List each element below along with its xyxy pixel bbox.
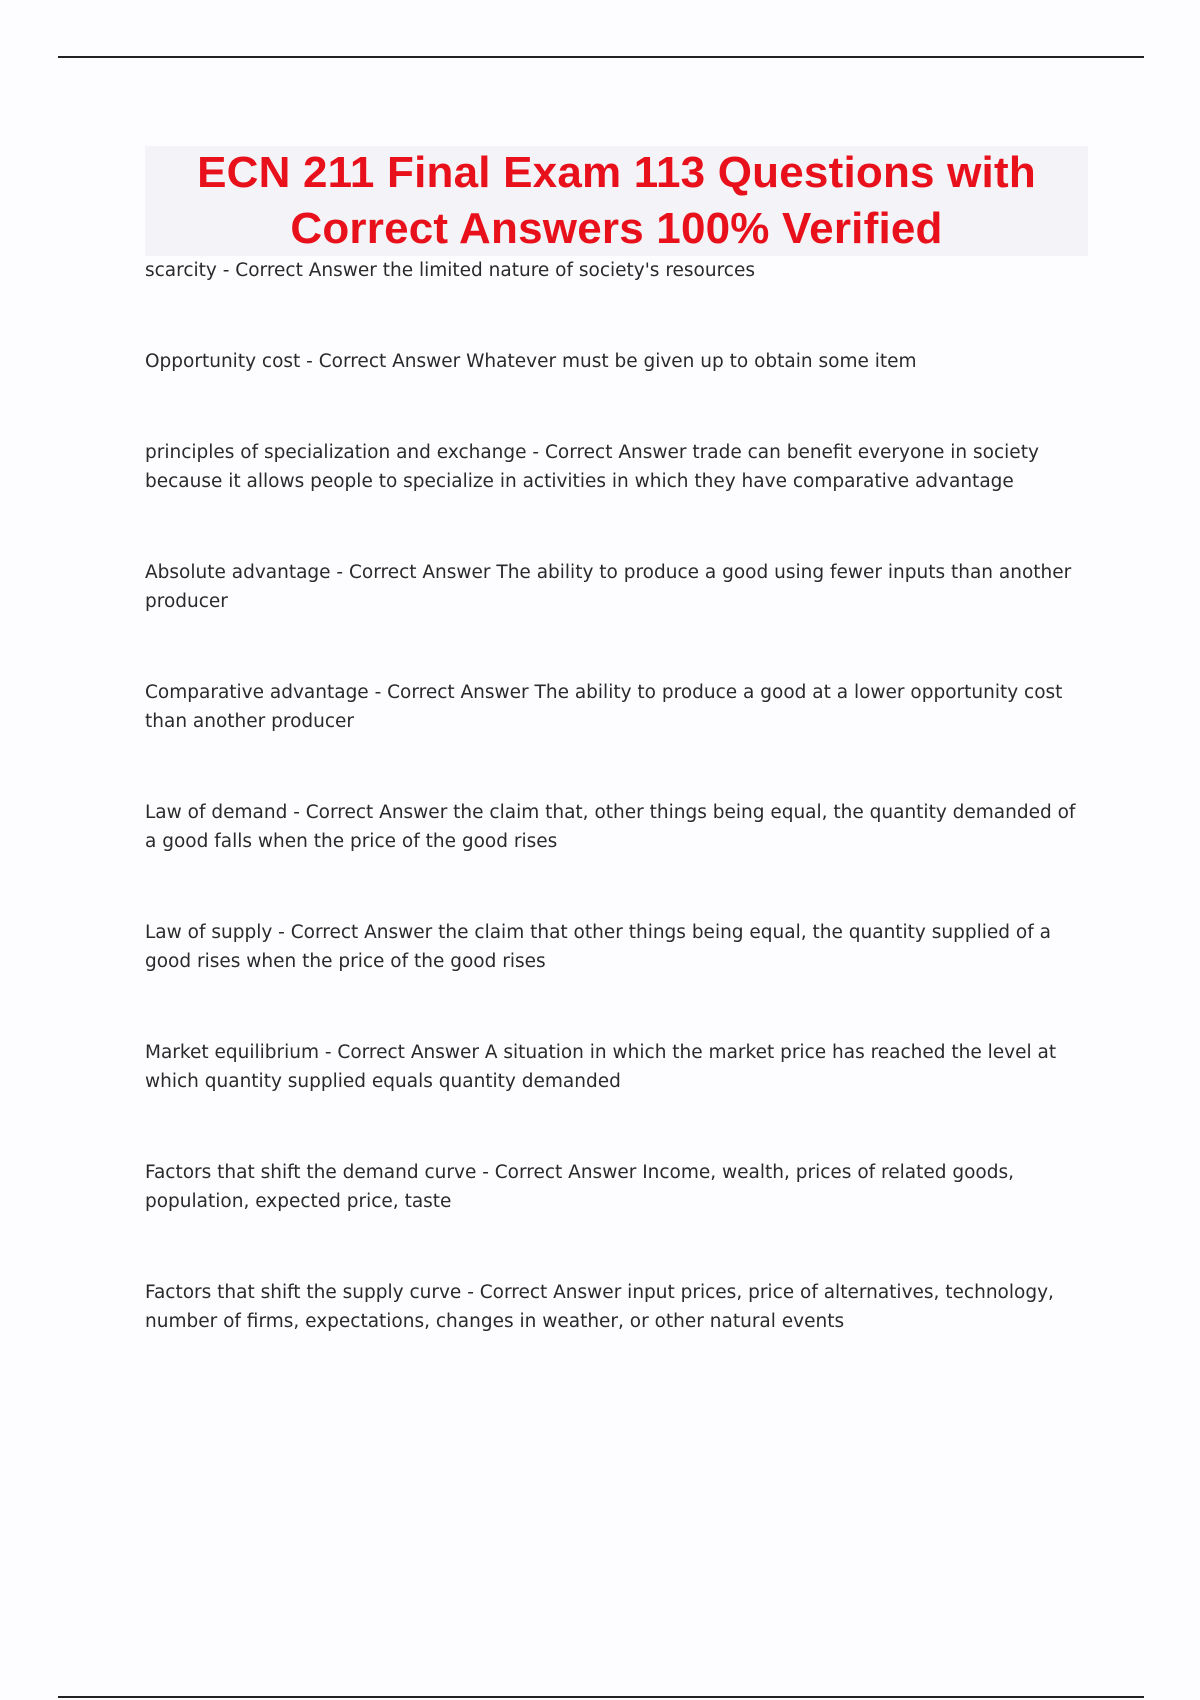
qa-entry: Opportunity cost - Correct Answer Whatever must be given up to obtain some item <box>145 351 917 372</box>
top-rule <box>58 56 1144 58</box>
qa-entry: scarcity - Correct Answer the limited nature of society's resources <box>145 260 755 281</box>
qa-entry: Comparative advantage - Correct Answer The ability to produce a good at a lower opportunity cost than another producer <box>145 682 1063 732</box>
title-banner <box>145 146 1088 256</box>
qa-entry: Law of supply - Correct Answer the claim that other things being equal, the quantity supplied of a good rises when the price of the good rises <box>145 922 1051 972</box>
qa-entry: Market equilibrium - Correct Answer A situation in which the market price has reached the level at which quantity supplied equals quantity demanded <box>145 1042 1057 1092</box>
qa-entry: Absolute advantage - Correct Answer The ability to produce a good using fewer inputs than another producer <box>145 562 1072 612</box>
qa-entry: principles of specialization and exchange - Correct Answer trade can benefit everyone in society because it allows people to specialize in activities in which they have comparative advantage <box>145 442 1039 492</box>
qa-entry: Law of demand - Correct Answer the claim that, other things being equal, the quantity demanded of a good falls when the price of the good rises <box>145 802 1076 852</box>
bottom-rule <box>58 1696 1144 1698</box>
qa-list <box>145 256 1090 1336</box>
qa-entry: Factors that shift the supply curve - Correct Answer input prices, price of alternatives, technology, number of firms, expectations, changes in weather, or other natural events <box>145 1282 1054 1332</box>
qa-entry: Factors that shift the demand curve - Correct Answer Income, wealth, prices of related goods, population, expected price, taste <box>145 1162 1014 1212</box>
document-title: ECN 211 Final Exam 113 Questions with Correct Answers 100% Verified <box>197 148 1036 253</box>
